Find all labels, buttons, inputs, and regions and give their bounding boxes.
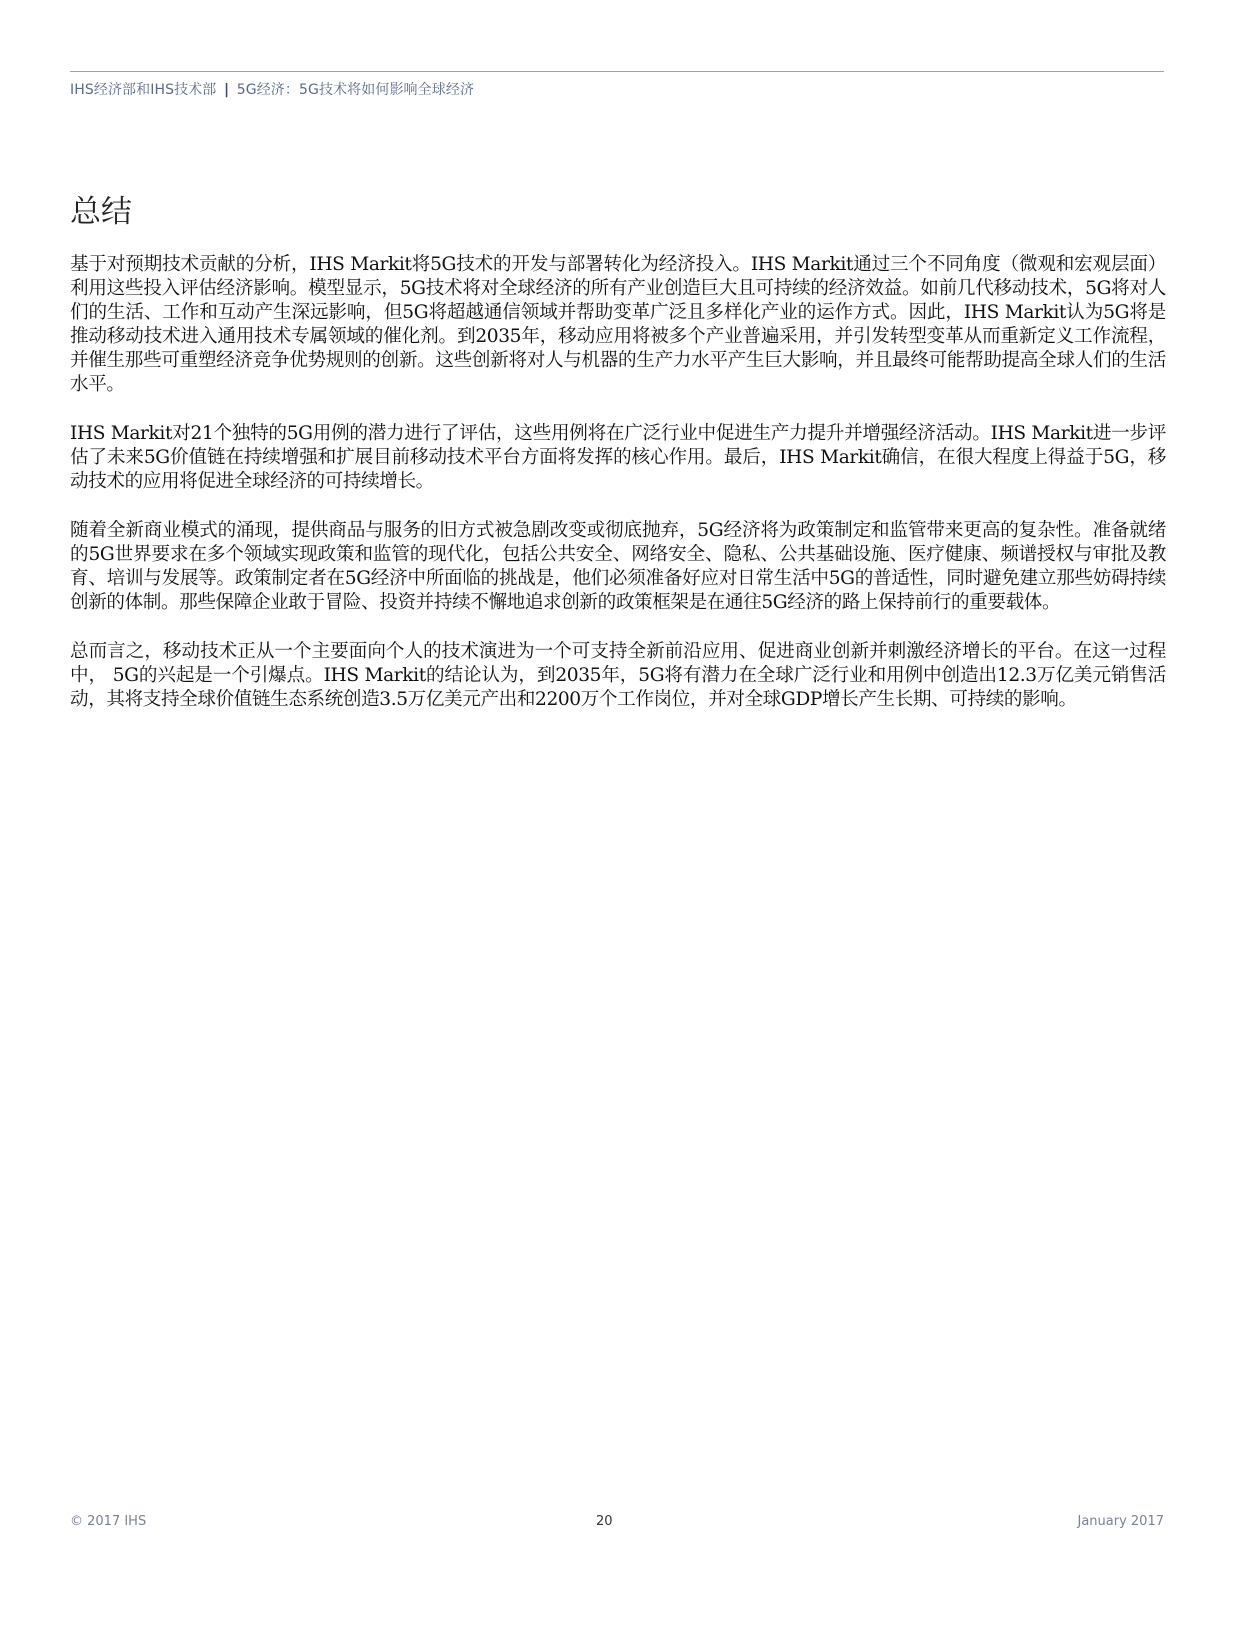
running-header (70, 79, 474, 99)
paragraph-1: 基于对预期技术贡献的分析，IHS Markit将5G技术的开发与部署转化为经济投入。IHS Markit通过三个不同角度（微观和宏观层面）利用这些投入评估经济影响。模型显示，5G技术将对全球经济的所有产业创造巨大且可持续的经济效益。如前几代移动技术，5G将对人们的生活、工作和互动产生深远影响，但5G将超越通信领域并帮助变革广泛且多样化产业的运作方式。因此，IHS Markit认为5G将是推动移动技术进入通用技术专属领域的催化剂。到2035年，移动应用将被多个产业普遍采用，并引发转型变革从而重新定义工作流程，并催生那些可重塑经济竞争优势规则的创新。这些创新将对人与机器的生产力水平产生巨大影响，并且最终可能帮助提高全球人们的生活水平。 (70, 254, 1166, 395)
paragraph-4: 总而言之，移动技术正从一个主要面向个人的技术演进为一个可支持全新前沿应用、促进商业创新并刺激经济增长的平台。在这一过程中， 5G的兴起是一个引爆点。IHS Markit的结论认为，到2035年，5G将有潜力在全球广泛行业和用例中创造出12.3万亿美元销售活动，其将支持全球价值链生态系统创造3.5万亿美元产出和2200万个工作岗位，并对全球GDP增长产生长期、可持续的影响。 (70, 641, 1166, 710)
running-header-separator: | (223, 82, 230, 98)
section-title: 总结 (70, 194, 132, 230)
footer-date: January 2017 (1077, 1514, 1164, 1529)
footer-page-number: 20 (596, 1514, 613, 1529)
header-rule (70, 71, 1164, 72)
running-header-report-title: 5G经济：5G技术将如何影响全球经济 (236, 82, 475, 98)
summary-body (70, 253, 1166, 737)
paragraph-2: IHS Markit对21个独特的5G用例的潜力进行了评估，这些用例将在广泛行业中促进生产力提升并增强经济活动。IHS Markit进一步评估了未来5G价值链在持续增强和扩展目前移动技术平台方面将发挥的核心作用。最后，IHS Markit确信，在很大程度上得益于5G，移动技术的应用将促进全球经济的可持续增长。 (70, 423, 1166, 492)
paragraph-3: 随着全新商业模式的涌现，提供商品与服务的旧方式被急剧改变或彻底抛弃，5G经济将为政策制定和监管带来更高的复杂性。准备就绪的5G世界要求在多个领域实现政策和监管的现代化，包括公共安全、网络安全、隐私、公共基础设施、医疗健康、频谱授权与审批及教育、培训与发展等。政策制定者在5G经济中所面临的挑战是，他们必须准备好应对日常生活中5G的普适性，同时避免建立那些妨碍持续创新的体制。那些保障企业敢于冒险、投资并持续不懈地追求创新的政策框架是在通往5G经济的路上保持前行的重要载体。 (70, 520, 1166, 613)
running-header-org: IHS经济部和IHS技术部 (70, 82, 217, 98)
footer-copyright: © 2017 IHS (70, 1514, 147, 1529)
